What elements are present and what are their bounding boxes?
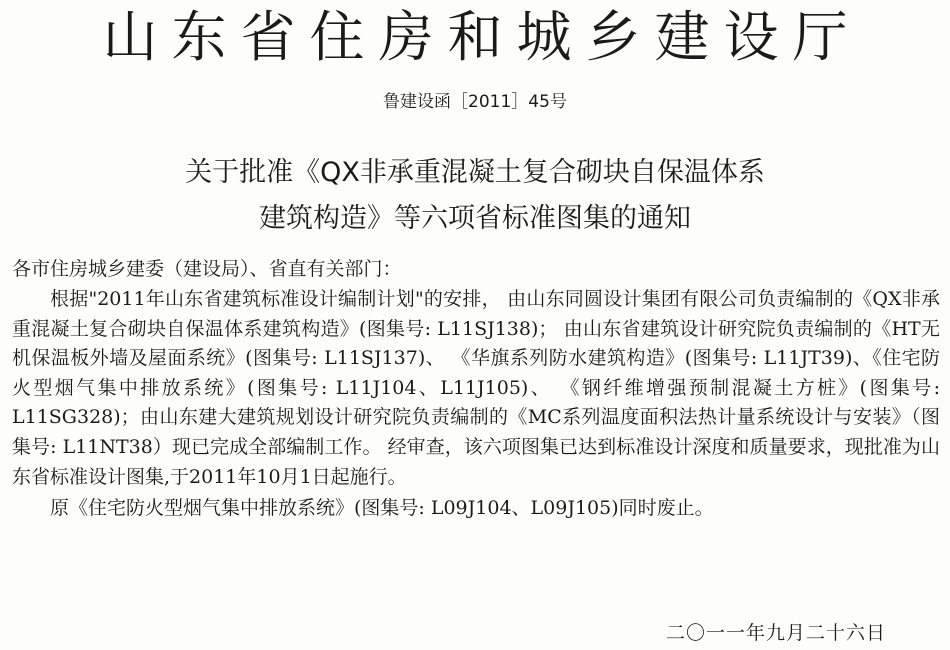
document-number: 鲁建设函［2011］45号 bbox=[383, 92, 567, 112]
body-paragraph-1: 根据"2011年山东省建筑标准设计编制计划"的安排， 由山东同圆设计集团有限公司负责编制的《QX非承重混凝土复合砌块自保温体系建筑构造》(图集号: L11SJ138)； 由山东省建筑设计研究院负责编制的《HT无机保温板外墙及屋面系统》(图集号: L11SJ137)、 《华旗系列防水建筑构造》(图集号: L11JT39)、《住宅防火型烟气集中排放系统》(图集号: L11J104、L11J105)、 《钢纤维增强预制混凝土方桩》(图集号: L11SG328)；由山东建大建筑规划设计研究院负责编制的《MC系列温度面积法热计量系统设计与安装》（图集号: L11NT38）现已完成全部编制工作。 经审查，该六项图集已达到标准设计深度和质量要求，现批准为山东省标准设计图集,于2011年10月1日起施行。 bbox=[12, 288, 940, 488]
document-title bbox=[0, 150, 950, 242]
body-paragraph-2: 原《住宅防火型烟气集中排放系统》(图集号: L09J104、L09J105)同时废止。 bbox=[50, 497, 714, 520]
issue-date: 二〇一一年九月二十六日 bbox=[665, 622, 886, 644]
body-text bbox=[12, 285, 940, 526]
issuer-header: 山东省住房和城乡建设厅 bbox=[102, 5, 862, 69]
title-line-2: 建筑构造》等六项省标准图集的通知 bbox=[259, 203, 691, 234]
title-line-1: 关于批准《QX非承重混凝土复合砌块自保温体系 bbox=[185, 157, 765, 188]
salutation: 各市住房城乡建委（建设局）、省直有关部门： bbox=[12, 258, 402, 280]
